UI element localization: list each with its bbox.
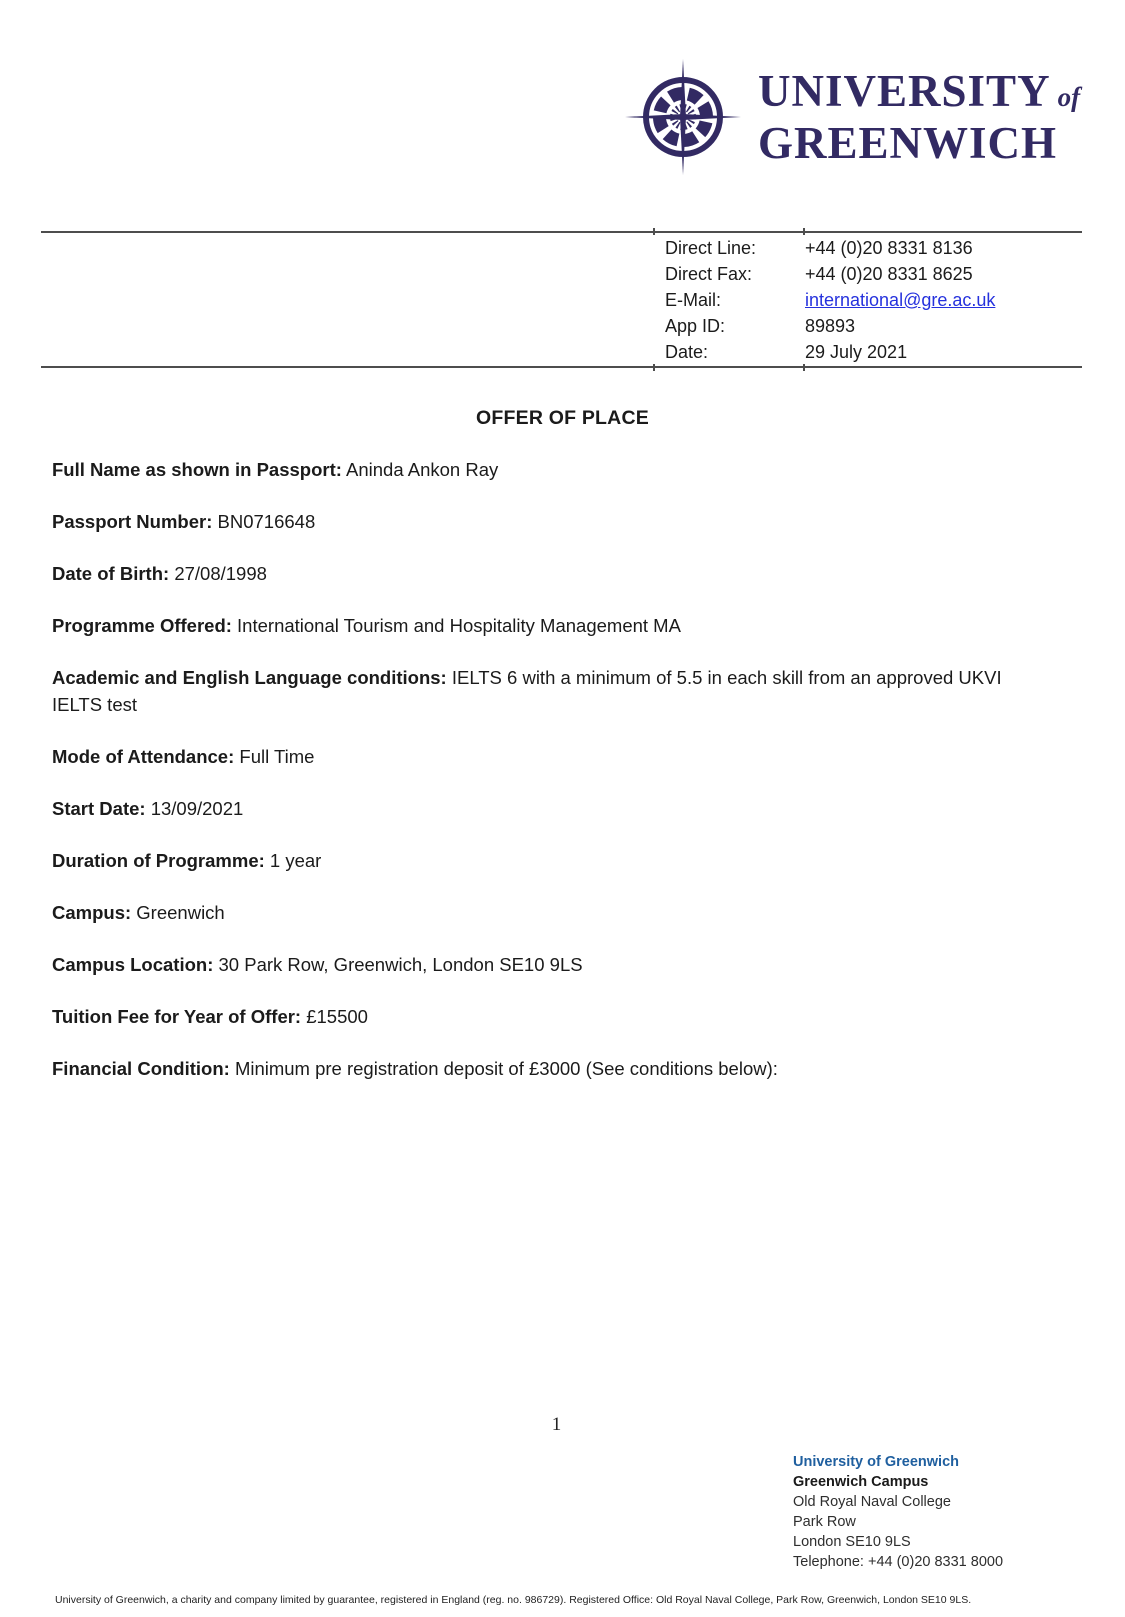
- contact-row-direct-fax: [665, 261, 1082, 287]
- contact-details-table: [41, 231, 1082, 368]
- footer-campus: Greenwich Campus: [793, 1474, 929, 1490]
- footer-address: [793, 1452, 1003, 1572]
- contact-label: Date:: [665, 342, 709, 362]
- footer-address-line: Old Royal Naval College: [793, 1494, 951, 1510]
- offer-fields: [52, 456, 1024, 1107]
- field-value: 1 year: [269, 850, 322, 871]
- offer-title: OFFER OF PLACE: [476, 407, 649, 429]
- compass-rose-icon: [622, 56, 744, 178]
- footer-address-line: London SE10 9LS: [793, 1534, 911, 1550]
- field-label: Programme Offered:: [52, 615, 232, 636]
- contact-row-email: [665, 287, 1082, 313]
- field-label: Duration of Programme:: [52, 850, 265, 871]
- page-number: 1: [551, 1414, 562, 1435]
- field-label: Full Name as shown in Passport:: [52, 459, 342, 480]
- field-label: Mode of Attendance:: [52, 746, 235, 767]
- university-logo: [622, 56, 1080, 178]
- footer-org: University of Greenwich: [793, 1454, 959, 1470]
- field-value: £15500: [306, 1006, 368, 1027]
- field-label: Tuition Fee for Year of Offer:: [52, 1006, 302, 1027]
- field-value: Full Time: [239, 746, 315, 767]
- field-label: Start Date:: [52, 798, 146, 819]
- field-language-conditions: [52, 664, 1024, 718]
- field-mode-of-attendance: [52, 743, 1024, 770]
- field-passport-number: [52, 508, 1024, 535]
- footer-telephone: Telephone: +44 (0)20 8331 8000: [793, 1554, 1004, 1570]
- contact-row-direct-line: [665, 235, 1082, 261]
- email-link[interactable]: international@gre.ac.uk: [805, 290, 996, 310]
- contact-row-date: [665, 339, 1082, 365]
- table-border-tick: [653, 228, 655, 235]
- footer-address-line: Park Row: [793, 1514, 856, 1530]
- field-date-of-birth: [52, 560, 1024, 587]
- table-border-tick: [803, 228, 805, 235]
- contact-value: +44 (0)20 8331 8625: [805, 264, 973, 284]
- fine-print: University of Greenwich, a charity and company limited by guarantee, registered in England (reg. no. 986729). Registered Office: Old Royal Naval College, Park Row, Greenwich, London SE10 9LS.: [55, 1594, 972, 1606]
- logo-word-university: UNIVERSITY: [758, 66, 1051, 116]
- field-value: Aninda Ankon Ray: [346, 459, 499, 480]
- contact-label: Direct Line:: [665, 238, 757, 258]
- field-value: BN0716648: [217, 511, 316, 532]
- field-start-date: [52, 795, 1024, 822]
- field-full-name: [52, 456, 1024, 483]
- field-label: Academic and English Language conditions:: [52, 667, 447, 688]
- field-value: International Tourism and Hospitality Management MA: [237, 615, 681, 636]
- field-tuition-fee: [52, 1003, 1024, 1030]
- logo-word-of: of: [1057, 82, 1081, 112]
- field-value: IELTS 6 with a minimum of 5.5 in each skill from an approved UKVI IELTS test: [52, 667, 1002, 715]
- field-campus: [52, 899, 1024, 926]
- contact-label: E-Mail:: [665, 290, 722, 310]
- field-financial-condition: [52, 1055, 1024, 1082]
- field-label: Financial Condition:: [52, 1058, 230, 1079]
- field-value: 27/08/1998: [174, 563, 267, 584]
- field-value: 13/09/2021: [150, 798, 244, 819]
- field-label: Passport Number:: [52, 511, 213, 532]
- logo-wordmark: [758, 68, 1080, 166]
- field-label: Date of Birth:: [52, 563, 170, 584]
- contact-value: 89893: [805, 316, 856, 336]
- field-label: Campus:: [52, 902, 132, 923]
- table-border-tick: [803, 364, 805, 371]
- field-value: Greenwich: [136, 902, 225, 923]
- contact-label: App ID:: [665, 316, 726, 336]
- field-value: 30 Park Row, Greenwich, London SE10 9LS: [218, 954, 583, 975]
- field-campus-location: [52, 951, 1024, 978]
- contact-value: +44 (0)20 8331 8136: [805, 238, 973, 258]
- contact-row-app-id: [665, 313, 1082, 339]
- field-duration: [52, 847, 1024, 874]
- logo-word-greenwich: GREENWICH: [758, 118, 1058, 168]
- table-border-tick: [653, 364, 655, 371]
- contact-label: Direct Fax:: [665, 264, 753, 284]
- contact-value: 29 July 2021: [805, 342, 908, 362]
- field-value: Minimum pre registration deposit of £3000 (See conditions below):: [234, 1058, 778, 1079]
- field-programme-offered: [52, 612, 1024, 639]
- field-label: Campus Location:: [52, 954, 214, 975]
